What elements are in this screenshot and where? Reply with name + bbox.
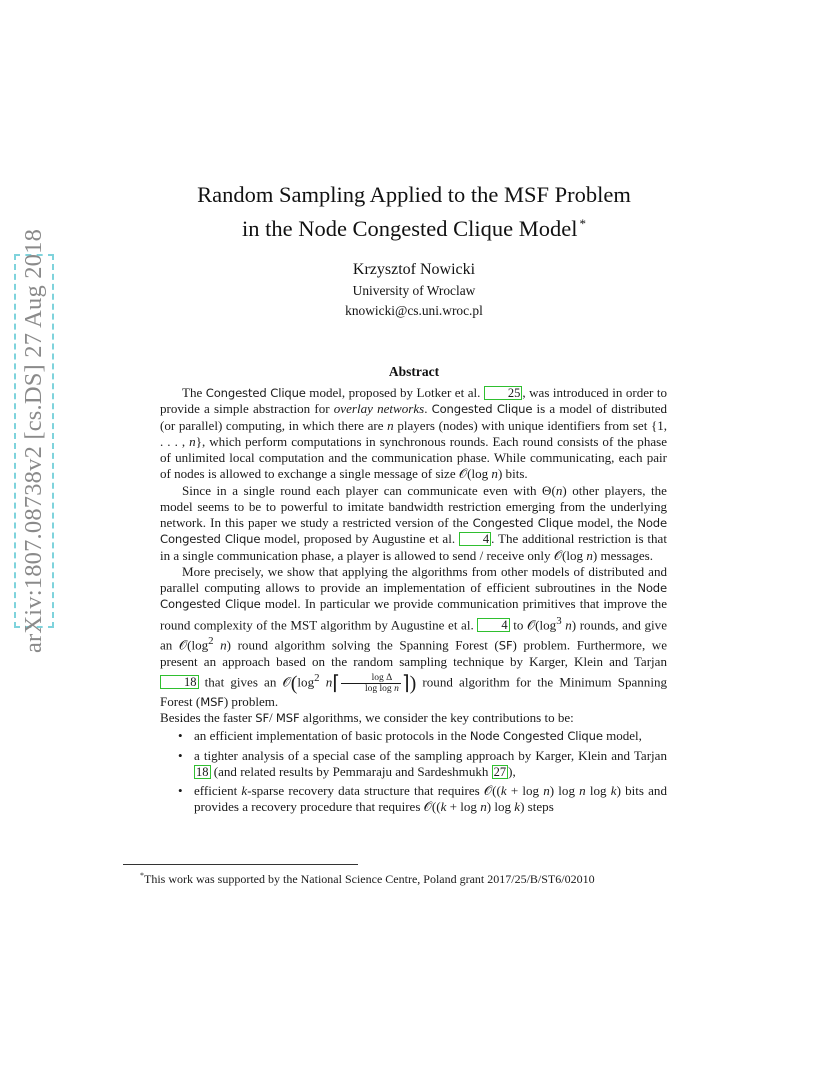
title-footnote-mark: * — [579, 216, 587, 231]
fraction: $\frac{\text{log Δ}}{\text{log log n}}$ — [341, 673, 401, 694]
list-item: • an efficient implementation of basic protocols in the Node Congested Clique model, — [194, 728, 667, 744]
list-item: • a tighter analysis of a special case of the sampling approach by Karger, Klein and Tarjan 18 (and related results by Pemmaraju and Sardeshmukh 27 ), — [194, 748, 667, 781]
footnote-mark: * — [140, 871, 144, 880]
citation-link[interactable]: 27 — [493, 764, 507, 779]
abstract-paragraph: More precisely, we show that applying the algorithms from other models of distributed and parallel computing allows to provide an implementation of efficient subroutines in the Node Congested Clique model. In particular we provide communication primitives that improve the round complexity of the MST algorithm by Augustine et al. 4 to $𝒪(\log^3$ n) rounds, and give an $𝒪(\log^2$ n) round algorithm solving the Spanning Forest (SF) problem. Furthermore, we present an approach based on the random sampling technique by Karger, Klein and Tarjan 18 that gives an $𝒪(\log^2$ n⌈ $\frac{\text{log Δ}}{\text{log log n}}$ ⌉) round algorithm for the Minimum Spanning Forest (MSF) problem. — [160, 563, 667, 709]
author-affiliation: University of Wroclaw — [352, 283, 476, 298]
abstract-heading: Abstract — [388, 364, 440, 379]
abstract-paragraph: The Congested Clique model, proposed by Lotker et al. 25 , was introduced in order to provide a simple abstraction for overlay networks. Congested Clique is a model of distributed (or parallel) computing, in which there are n players (nodes) with unique identifiers from set {1, . . . , n}, which perform computations in synchronous rounds. Each round consists of the phase of unlimited local computation and the communication phase. While communicating, each pair of nodes is allowed to exchange a single message of size 𝒪(log n) bits. — [160, 385, 668, 482]
list-item: • efficient k-sparse recovery data structure that requires 𝒪((k + log n) log n log k) bits and provides a recovery procedure that requires 𝒪((k + log n) log k) steps — [194, 783, 667, 816]
abstract-paragraph: Besides the faster SF/ MSF algorithms, we consider the key contributions to be: — [160, 710, 574, 726]
author-email: knowicki@cs.uni.wroc.pl — [345, 303, 483, 318]
citation-link[interactable]: 4 — [477, 618, 509, 632]
citation-link[interactable]: 4 — [459, 532, 491, 546]
paper-title — [0, 180, 828, 243]
footnote-text: This work was supported by the National Science Centre, Poland grant 2017/25/B/ST6/02010 — [144, 872, 595, 886]
citation-link[interactable]: 25 — [484, 386, 523, 400]
arxiv-identifier: arXiv:1807.08738v2 [cs.DS] 27 Aug 2018 — [20, 228, 47, 654]
title-line-1: Random Sampling Applied to the MSF Problem — [197, 182, 631, 207]
abstract-paragraph: Since in a single round each player can communicate even with Θ(n) other players, the model seems to be to powerful to imitate bandwidth restriction emerging from the underlying network. In this paper we study a restricted version of the Congested Clique model, the Node Congested Clique model, proposed by Augustine et al. 4 . The additional restriction is that in a single communication phase, a player is allowed to send / receive only 𝒪(log n) messages. — [160, 482, 667, 563]
author-name: Krzysztof Nowicki — [352, 261, 476, 278]
footnote — [140, 868, 595, 887]
title-line-2: in the Node Congested Clique Model * — [241, 216, 587, 241]
citation-link[interactable]: 18 — [160, 675, 199, 689]
abstract-body — [160, 385, 667, 819]
footnote-divider — [123, 864, 358, 865]
contributions-list — [160, 728, 667, 815]
author-block — [0, 259, 828, 321]
citation-link[interactable]: 18 — [196, 764, 209, 779]
